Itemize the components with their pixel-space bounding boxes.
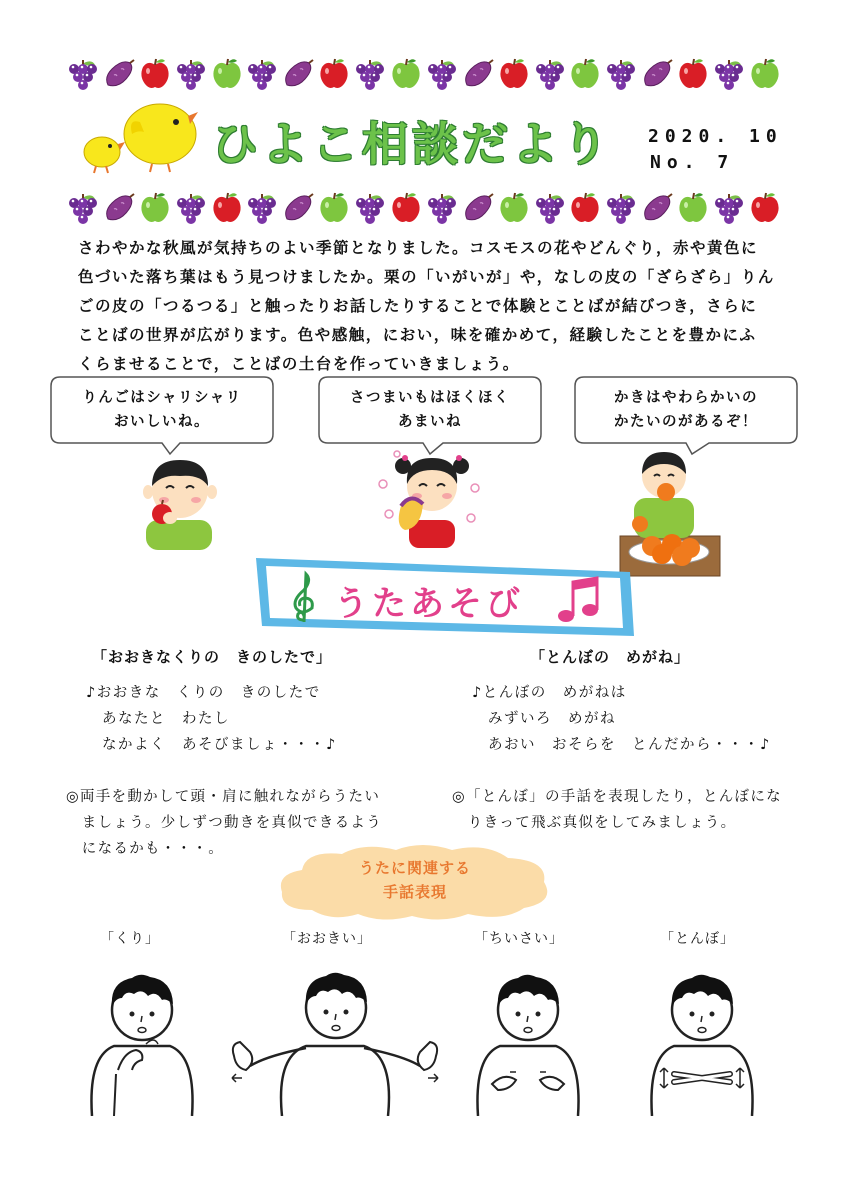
boy-eating-apple-illustration (140, 452, 220, 550)
bubble-line: あまいね (398, 414, 462, 430)
sweet-potato-icon (640, 191, 674, 225)
bubble-line: おいしいね。 (114, 414, 210, 430)
green-apple-icon (389, 57, 423, 91)
sign-label-chiisai: 「ちいさい」 (474, 931, 564, 947)
note-line: ◎両手を動かして頭・肩に触れながらうたい (66, 789, 381, 805)
apple-icon (568, 191, 602, 225)
note-line: になるかも・・・。 (66, 841, 224, 857)
apple-icon (497, 57, 531, 91)
grape-icon (604, 191, 638, 225)
apple-icon (210, 191, 244, 225)
grape-icon (66, 191, 100, 225)
grape-icon (712, 191, 746, 225)
green-apple-icon (568, 57, 602, 91)
issue-date: 2020. 10 (648, 126, 783, 147)
apple-icon (676, 57, 710, 91)
green-apple-icon (497, 191, 531, 225)
lyric-line: ♪とんぼの めがねは (472, 685, 627, 701)
bubble-line: かきはやわらかいの (614, 390, 758, 406)
grape-icon (174, 57, 208, 91)
issue-number: No. 7 (650, 152, 735, 173)
bubble-line: さつまいもはほくほく (350, 390, 510, 406)
green-apple-icon (210, 57, 244, 91)
grape-icon (245, 191, 279, 225)
lyric-line: ♪おおきな くりの きのしたで (86, 685, 321, 701)
grape-icon (425, 57, 459, 91)
grape-icon (353, 57, 387, 91)
grape-icon (533, 57, 567, 91)
note-line: ましょう。少しずつ動きを真似できるよう (66, 815, 382, 831)
song-lyrics-tonbo (472, 680, 771, 758)
intro-line: くらませることで，ことばの土台を作っていきましょう。 (78, 355, 520, 373)
fruit-border-bottom (66, 190, 782, 226)
bubble-line: かたいのがあるぞ！ (614, 414, 758, 430)
green-apple-icon (138, 191, 172, 225)
sign-label-kuri: 「くり」 (100, 931, 160, 947)
lyric-line: なかよく あそびましょ・・・♪ (86, 737, 337, 753)
sign-label-ookii: 「おおきい」 (282, 931, 372, 947)
chick-icon (80, 96, 205, 178)
sweet-potato-icon (281, 191, 315, 225)
song-lyrics-kuri (86, 680, 337, 758)
intro-line: ことばの世界が広がります。色や感触，におい，味を確かめて，経験したことを豊かにふ (78, 326, 757, 344)
grape-icon (604, 57, 638, 91)
speech-bubble-apple (50, 376, 274, 456)
fruit-border-top (66, 56, 782, 92)
grape-icon (66, 57, 100, 91)
sweet-potato-icon (461, 191, 495, 225)
song-note-tonbo (452, 784, 782, 836)
note-line: ◎「とんぼ」の手話を表現したり，とんぼにな (452, 789, 782, 805)
banner-title: うたあそび (334, 584, 524, 624)
girl-eating-sweet-potato-illustration (375, 444, 485, 548)
apple-icon (138, 57, 172, 91)
grape-icon (425, 191, 459, 225)
apple-icon (317, 57, 351, 91)
grape-icon (712, 57, 746, 91)
intro-line: 色づいた落ち葉はもう見つけましたか。栗の「いがいが」や，なしの皮の「ざらざら」りん (78, 268, 775, 286)
song-title-kuri: 「おおきなくりの きのしたで」 (92, 648, 333, 666)
note-line: りきって飛ぶ真似をしてみましょう。 (452, 815, 737, 831)
cloud-line: うたに関連する (358, 859, 471, 877)
music-note-icon (556, 576, 602, 624)
sweet-potato-icon (461, 57, 495, 91)
lyric-line: あおい おそらを とんだから・・・♪ (472, 737, 771, 753)
intro-line: さわやかな秋風が気持ちのよい季節となりました。コスモスの花やどんぐり，赤や黄色に (78, 239, 759, 257)
intro-paragraph (78, 234, 790, 379)
sign-tonbo-illustration (644, 960, 760, 1116)
cloud-line: 手話表現 (382, 883, 447, 901)
song-title-tonbo: 「とんぼの めがね」 (530, 648, 691, 666)
apple-icon (389, 191, 423, 225)
lyric-line: みずいろ めがね (472, 711, 616, 727)
green-apple-icon (317, 191, 351, 225)
sign-chiisai-illustration (470, 960, 586, 1116)
apple-icon (748, 191, 782, 225)
green-apple-icon (748, 57, 782, 91)
sign-label-tonbo: 「とんぼ」 (660, 931, 735, 947)
green-apple-icon (676, 191, 710, 225)
lyric-line: あなたと わたし (86, 711, 230, 727)
intro-line: ごの皮の「つるつる」と触ったりお話したりすることで体験とことばが結びつき，さらに (78, 297, 758, 315)
sign-kuri-illustration (84, 960, 200, 1116)
page-title: ひよこ相談だより (212, 117, 612, 171)
grape-icon (174, 191, 208, 225)
sweet-potato-icon (102, 57, 136, 91)
sign-language-cloud (272, 840, 558, 922)
treble-clef-icon (290, 570, 318, 624)
bubble-line: りんごはシャリシャリ (82, 390, 242, 406)
sweet-potato-icon (102, 191, 136, 225)
sweet-potato-icon (281, 57, 315, 91)
speech-bubble-persimmon (574, 376, 798, 456)
sweet-potato-icon (640, 57, 674, 91)
grape-icon (533, 191, 567, 225)
sign-ookii-illustration (226, 956, 444, 1116)
grape-icon (245, 57, 279, 91)
grape-icon (353, 191, 387, 225)
